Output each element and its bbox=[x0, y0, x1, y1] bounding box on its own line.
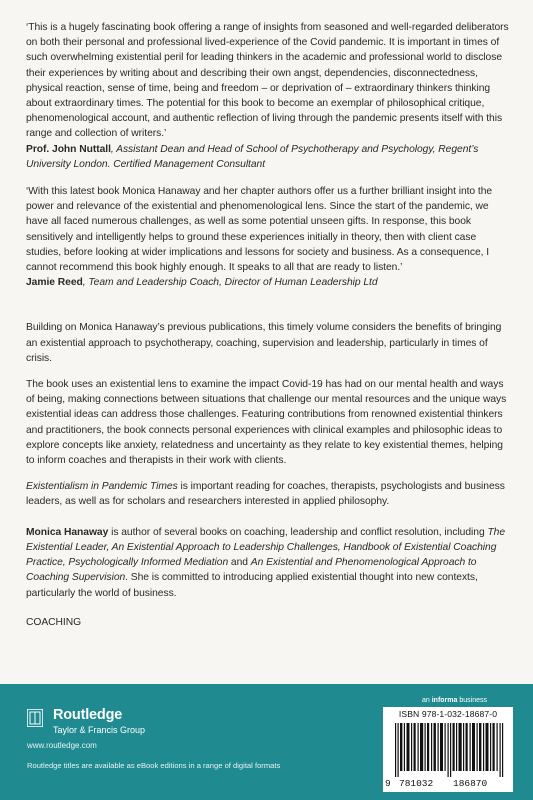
author-bio bbox=[26, 525, 510, 601]
publisher-website: www.routledge.com bbox=[27, 741, 97, 750]
publisher-group: Taylor & Francis Group bbox=[53, 725, 146, 735]
barcode-block bbox=[383, 707, 513, 792]
blurb-paragraph-3-text: is important reading for coaches, therapists, psychologists and business leaders, as well as for scholars and researchers interested in applied philosophy. bbox=[26, 481, 505, 508]
blurb-paragraph-3 bbox=[26, 479, 510, 509]
author-bio-outro: . She is committed to introducing applied existential thought into new contexts, particularly the world of business. bbox=[26, 572, 478, 599]
publisher-name: Routledge bbox=[53, 707, 123, 723]
barcode-digits-left: 781032 bbox=[399, 778, 434, 789]
endorsement-attribution-2 bbox=[26, 275, 510, 290]
isbn-number: ISBN 978-1-032-18687-0 bbox=[398, 709, 498, 719]
informa-tagline: an informa business bbox=[422, 697, 487, 704]
barcode-icon bbox=[393, 723, 507, 777]
barcode-digits-right: 186870 bbox=[453, 778, 488, 789]
barcode-digit-lead: 9 bbox=[385, 778, 391, 789]
publisher-footer bbox=[0, 684, 533, 800]
author-bio-intro: is author of several books on coaching, leadership and conflict resolution, including bbox=[108, 526, 488, 538]
blurb-paragraph-2: The book uses an existential lens to examine the impact Covid-19 has had on our mental health and ways of being, making connections between situations that challenge our mental resources and the unique ways existential ideas can address those challenges. Featuring contributions from renowned existential thinkers and practitioners, the book connects personal experiences with clinical examples and philosophic ideas to explore concepts like anxiety, relatedness and uncertainty as they relate to key existential themes, helping to inform coaches and therapists in their work with clients. bbox=[26, 379, 507, 467]
ebook-note: Routledge titles are available as eBook editions in a range of digital formats bbox=[27, 761, 281, 770]
author-books: The Existential Leader, An Existential Approach to Leadership Challenges, Handbook of Existential Coaching Practice, Psychologically Informed Mediation bbox=[26, 526, 506, 569]
endorser-role-1: , Assistant Dean and Head of School of Psychotherapy and Psychology, Regent’s University London. Certified Management Consultant bbox=[26, 143, 479, 170]
book-title: Existentialism in Pandemic Times bbox=[26, 481, 178, 493]
endorser-name-2: Jamie Reed bbox=[26, 277, 83, 289]
routledge-logo-icon bbox=[27, 709, 43, 727]
endorsement-quote-1: ‘This is a hugely fascinating book offering a range of insights from seasoned and well-regarded deliberators on both their personal and professional lived-experience of the Covid pandemic. It is important in times of such overwhelming existential peril for leading thinkers in the academic and professional world to disclose their experiences by writing about and describing their own angst, dependencies, disconnectedness, physical reaction, sense of time, being and freedom – or deprivation of – extraordinary thinkers thinking about extraordinary times. The potential for this book to become an exemplar of philosophical critique, phenomenological account, and authentic reflection of living through the pandemic presents itself with this range and collection of writers.’ bbox=[26, 22, 509, 140]
endorsement-quote-2: ‘With this latest book Monica Hanaway and her chapter authors offer us a further brilliant insight into the power and relevance of the existential and phenomenological lens. Since the start of the pandemic, we have all faced numerous challenges, as well as some potential unseen gifts. In response, this book sensitively and intelligently helps to ground these experiences initially in theory, then with client case studies, before looking at wider implications and lessons for society and business. As a consequence, I cannot recommend this book highly enough. It speaks to all that are ready to listen.’ bbox=[26, 186, 493, 274]
author-book-last: An Existential and Phenomenological Approach to Coaching Supervision bbox=[26, 557, 477, 584]
back-cover-text bbox=[26, 20, 510, 630]
subject-category: COACHING bbox=[26, 616, 82, 628]
author-name: Monica Hanaway bbox=[26, 526, 109, 538]
author-bio-and: and bbox=[228, 557, 251, 569]
informa-brand: informa bbox=[431, 697, 458, 704]
blurb-paragraph-1: Building on Monica Hanaway’s previous publications, this timely volume considers the benefits of bringing an existential approach to psychotherapy, coaching, supervision and leadership, particularly in times of crisis. bbox=[26, 322, 502, 364]
endorsement-attribution-1 bbox=[26, 142, 510, 172]
endorser-name-1: Prof. John Nuttall bbox=[26, 143, 111, 155]
endorser-role-2: , Team and Leadership Coach, Director of Human Leadership Ltd bbox=[82, 277, 378, 289]
